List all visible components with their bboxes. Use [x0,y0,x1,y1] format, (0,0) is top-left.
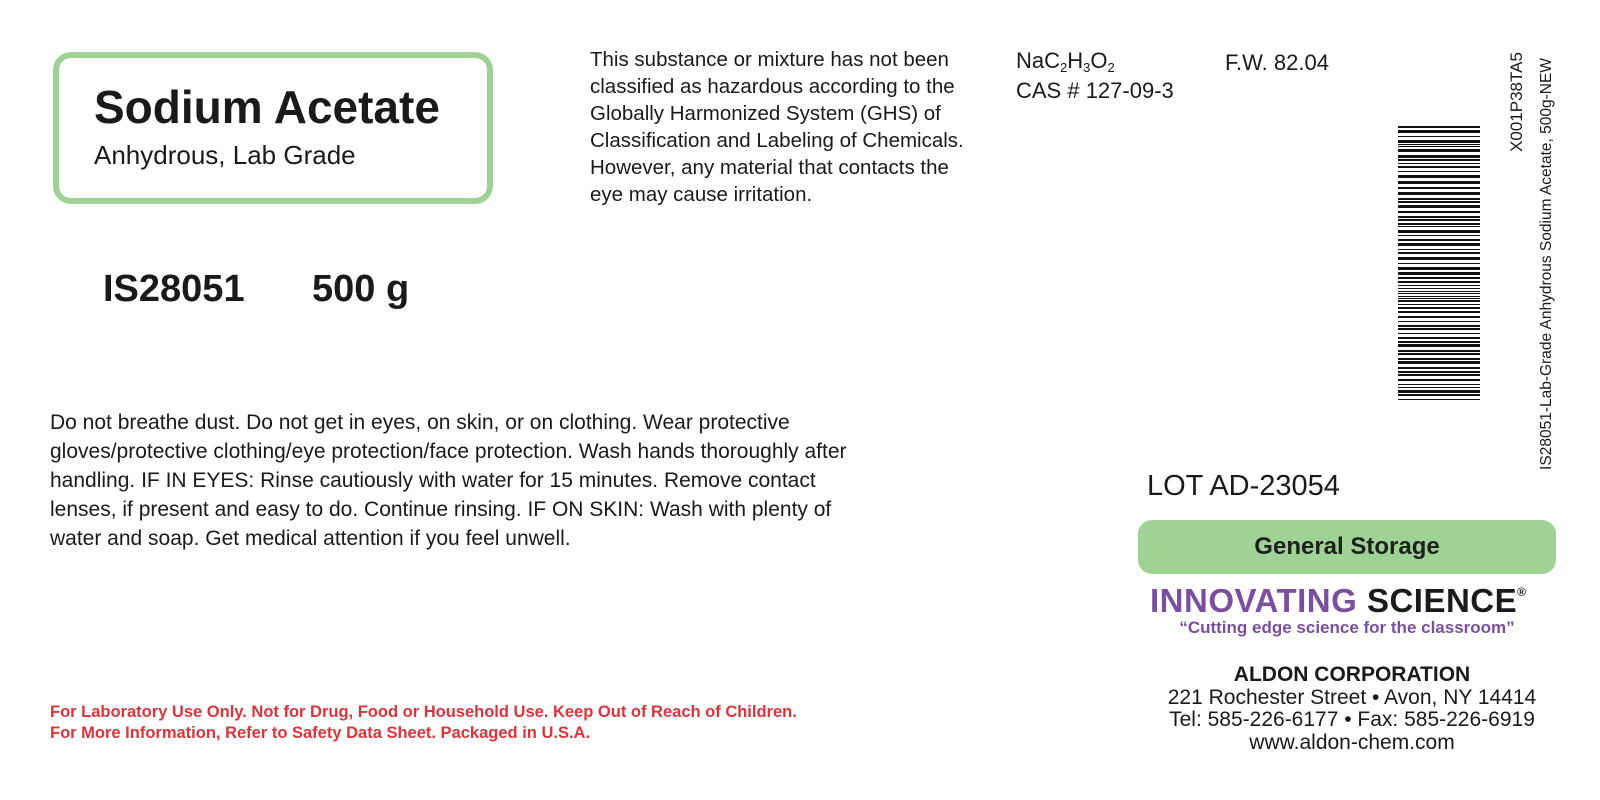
barcode-bar [1398,146,1480,147]
footer-warnings [50,702,797,744]
brand-logo [1150,582,1540,620]
barcode-bar [1398,249,1480,250]
barcode-bar [1398,325,1480,327]
barcode-bar [1398,293,1480,294]
barcode-description: IS28051-Lab-Grade Anhydrous Sodium Acetate, 500g-NEW [1538,58,1555,470]
barcode-bar [1398,307,1480,309]
cas-number: CAS # 127-09-3 [1016,78,1174,103]
barcode-bar [1398,159,1480,161]
barcode-bar [1398,166,1480,168]
barcode-bar [1398,311,1480,313]
barcode-bar [1398,321,1480,322]
barcode-bar [1398,201,1480,203]
company-address: 221 Rochester Street • Avon, NY 14414 [1167,685,1537,709]
barcode-bar [1398,243,1480,246]
barcode-bar [1398,328,1480,330]
barcode-bar [1398,219,1480,221]
barcode-bar [1398,277,1480,279]
product-name: Sodium Acetate [94,81,440,133]
barcode-bar [1398,130,1480,133]
barcode-bar [1398,371,1480,373]
company-phone: Tel: 585-226-6177 • Fax: 585-226-6919 [1169,708,1535,731]
barcode-bar [1398,149,1480,152]
barcode-bar [1398,399,1480,400]
barcode-bar [1398,316,1480,318]
barcode-bar [1398,192,1480,195]
barcode-bar [1398,341,1480,343]
barcode-bar [1398,175,1480,178]
barcode-bar [1398,350,1480,352]
company-info [1148,664,1556,754]
registered-mark: ® [1517,585,1527,599]
barcode-bar [1398,223,1480,225]
barcode-bar [1398,155,1480,158]
barcode-bar [1398,304,1480,305]
barcode-bar [1398,358,1480,360]
barcode-bar [1398,394,1480,396]
barcode-bar [1398,285,1480,286]
barcode-bar [1398,140,1480,143]
barcode-bar [1398,333,1480,334]
barcode-code: X001P38TA5 [1507,52,1526,152]
brand-name-innovating: INNOVATING [1150,582,1358,619]
barcode-bar [1398,300,1480,302]
barcode-bar [1398,272,1480,275]
barcode-bar [1398,257,1480,260]
barcode-bar [1398,216,1480,218]
barcode-bar [1398,205,1480,208]
barcode-bar [1398,390,1480,393]
barcode-bar [1398,337,1480,339]
hazard-statement: This substance or mixture has not been classified as hazardous according to the Globally Harmonized System (GHS) of Classification and Labeling of Chemicals. However, any material that contacts the eye may cause irritation. [590,48,964,206]
formula-weight: F.W. 82.04 [1225,50,1329,75]
barcode-bar [1398,163,1480,164]
barcode-bar [1398,263,1480,264]
barcode-bar [1398,239,1480,241]
barcode-bar [1398,367,1480,369]
company-name: ALDON CORPORATION [1233,663,1471,686]
brand-tagline: “Cutting edge science for the classroom” [1179,618,1515,637]
barcode-bar [1398,187,1480,189]
barcode-bar [1398,288,1480,289]
barcode-bar [1398,344,1480,347]
barcode-bar [1398,298,1480,299]
barcode-bar [1398,379,1480,381]
footer-warning-line-1: For Laboratory Use Only. Not for Drug, Food or Household Use. Keep Out of Reach of Children. [50,703,797,721]
barcode-bar [1398,267,1480,270]
barcode-bar [1398,384,1480,385]
barcode [1398,126,1480,402]
company-website: www.aldon-chem.com [1249,730,1455,754]
barcode-bar [1398,361,1480,364]
precautionary-statements: Do not breathe dust. Do not get in eyes, on skin, or on clothing. Wear protective gloves/protective clothing/eye protection/face protection. Wash hands thoroughly after handling. IF IN EYES: Rinse cautiously with water for 15 minutes. Remove contact lenses, if present and easy to do. Continue rinsing. IF ON SKIN: Wash with plenty of water and soap. Get medical attention if you feel unwell. [50,411,847,550]
product-size: 500 g [312,268,410,310]
barcode-bar [1398,136,1480,137]
chemical-formula: $NaC_2H_3O_2$ [1016,48,1115,75]
barcode-bar [1398,181,1480,184]
barcode-bar [1398,291,1480,292]
barcode-bar [1398,296,1480,297]
barcode-bar [1398,126,1480,128]
barcode-bar [1398,198,1480,200]
barcode-bar [1398,230,1480,233]
brand-name-science: SCIENCE [1366,582,1518,619]
barcode-bar [1398,374,1480,376]
product-grade: Anhydrous, Lab Grade [94,140,356,170]
barcode-bar [1398,252,1480,254]
barcode-bar [1398,171,1480,172]
barcode-bar [1398,144,1480,145]
barcode-bar [1398,353,1480,355]
barcode-bar [1398,226,1480,227]
barcode-bar [1398,235,1480,236]
footer-warning-line-2: For More Information, Refer to Safety Data Sheet. Packaged in U.S.A. [50,724,591,742]
barcode-bar [1398,281,1480,283]
lot-number: LOT AD-23054 [1147,470,1340,502]
barcode-bar [1398,211,1480,213]
barcode-bar [1398,387,1480,388]
product-sku: IS28051 [103,268,245,310]
storage-badge: General Storage [1138,520,1556,574]
